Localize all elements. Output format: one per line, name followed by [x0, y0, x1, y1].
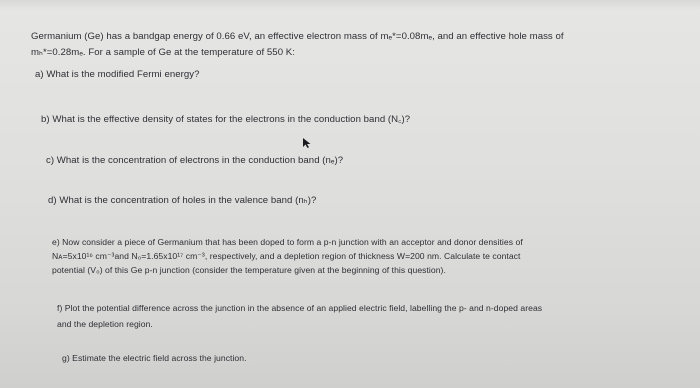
question-e-line-1: e) Now consider a piece of Germanium that has been doped to form a p-n junction with an acceptor and donor densities of	[52, 237, 523, 247]
question-c: c) What is the concentration of electrons in the conduction band (nₑ)?	[46, 155, 344, 166]
question-f-line-2: and the depletion region.	[57, 319, 153, 329]
intro-line-1: Germanium (Ge) has a bandgap energy of 0.66 eV, an effective electron mass of mₑ*=0.08mₑ, and an effective hole mass of	[31, 31, 564, 42]
question-a: a) What is the modified Fermi energy?	[35, 69, 200, 80]
intro-line-2: mₕ*=0.28mₑ. For a sample of Ge at the temperature of 550 K:	[31, 47, 295, 58]
question-d: d) What is the concentration of holes in the valence band (nₕ)?	[48, 195, 317, 206]
mouse-pointer-icon	[302, 137, 312, 149]
question-f-line-1: f) Plot the potential difference across the junction in the absence of an applied electric field, labelling the p- and n-doped areas	[57, 303, 543, 313]
question-g: g) Estimate the electric field across the junction.	[62, 353, 247, 363]
page-shadow	[0, 0, 700, 10]
question-e-line-3: potential (V₀) of this Ge p-n junction (consider the temperature given at the beginning of this question).	[52, 265, 446, 275]
question-e-line-2: Nᴀ=5x10¹⁶ cm⁻³and N₀=1.65x10¹⁷ cm⁻³, respectively, and a depletion region of thickness W=200 nm. Calculate te contact	[52, 251, 521, 261]
question-b: b) What is the effective density of states for the electrons in the conduction band (N꜀)?	[41, 114, 411, 125]
